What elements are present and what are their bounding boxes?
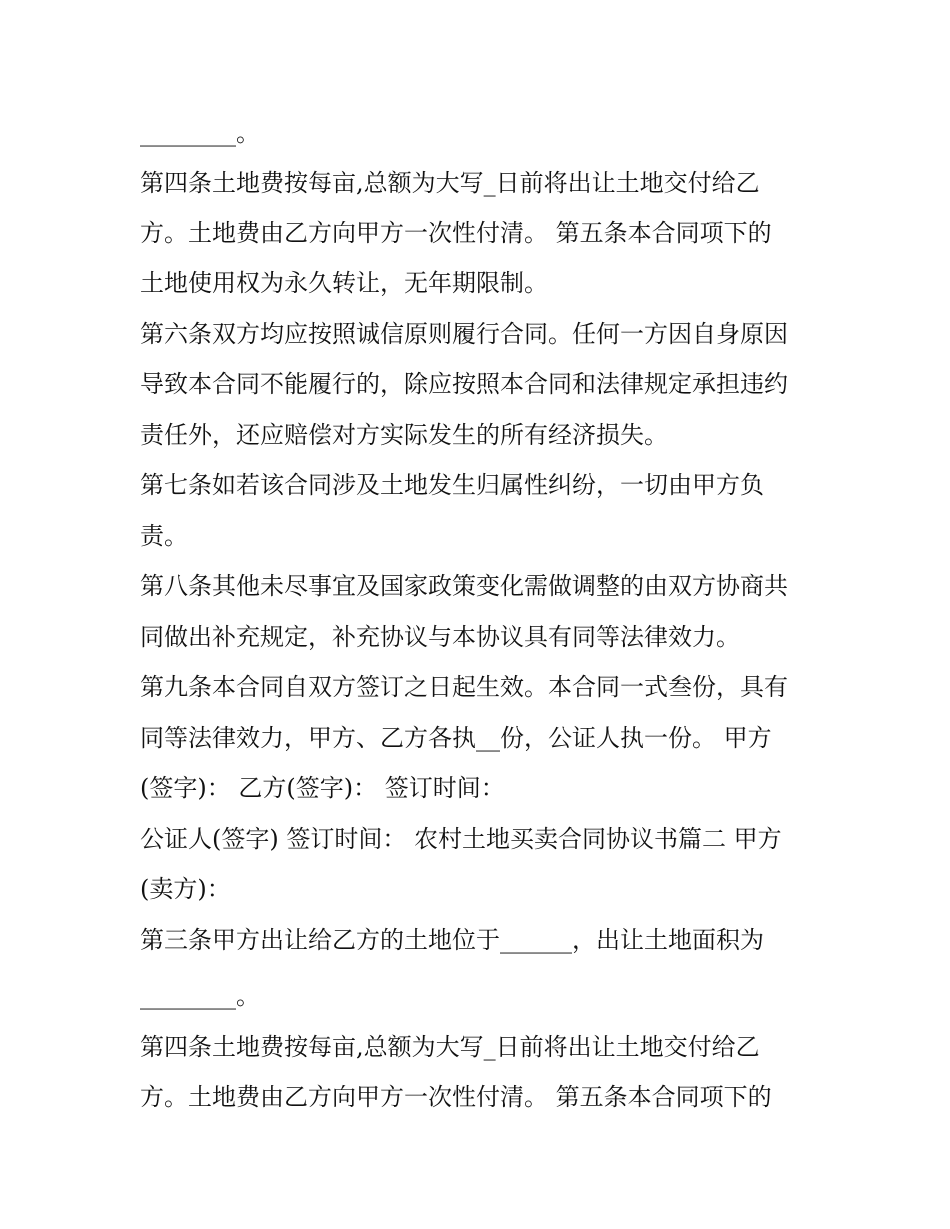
- text-line-7: 责任外，还应赔偿对方实际发生的所有经济损失。: [140, 421, 668, 449]
- text-line-8: 第七条如若该合同涉及土地发生归属性纠纷，一切由甲方负: [140, 471, 764, 499]
- text-line-5: 第六条双方均应按照诚信原则履行合同。任何一方因自身原因: [140, 320, 788, 348]
- text-line-16: (卖方)：: [140, 875, 231, 903]
- text-line-4: 土地使用权为永久转让，无年期限制。: [140, 269, 548, 297]
- text-line-15: 公证人(签字) 签订时间： 农村土地买卖合同协议书篇二 甲方: [140, 825, 782, 853]
- text-line-2: 第四条土地费按每亩,总额为大写_日前将出让土地交付给乙: [140, 169, 760, 197]
- text-line-11: 同做出补充规定，补充协议与本协议具有同等法律效力。: [140, 623, 740, 651]
- text-line-1: ________。: [140, 119, 260, 147]
- text-line-20: 方。土地费由乙方向甲方一次性付清。 第五条本合同项下的: [140, 1083, 772, 1111]
- text-line-18: ________。: [140, 982, 260, 1010]
- text-line-10: 第八条其他未尽事宜及国家政策变化需做调整的由双方协商共: [140, 572, 788, 600]
- text-line-13: 同等法律效力，甲方、乙方各执__份，公证人执一份。 甲方: [140, 724, 772, 752]
- text-line-14: (签字)： 乙方(签字)： 签订时间：: [140, 774, 505, 802]
- text-line-9: 责。: [140, 522, 188, 550]
- text-line-6: 导致本合同不能履行的，除应按照本合同和法律规定承担违约: [140, 370, 788, 398]
- text-line-3: 方。土地费由乙方向甲方一次性付清。 第五条本合同项下的: [140, 219, 772, 247]
- text-line-19: 第四条土地费按每亩,总额为大写_日前将出让土地交付给乙: [140, 1033, 760, 1061]
- text-line-12: 第九条本合同自双方签订之日起生效。本合同一式叁份，具有: [140, 673, 788, 701]
- text-line-17: 第三条甲方出让给乙方的土地位于______，出让土地面积为: [140, 926, 764, 954]
